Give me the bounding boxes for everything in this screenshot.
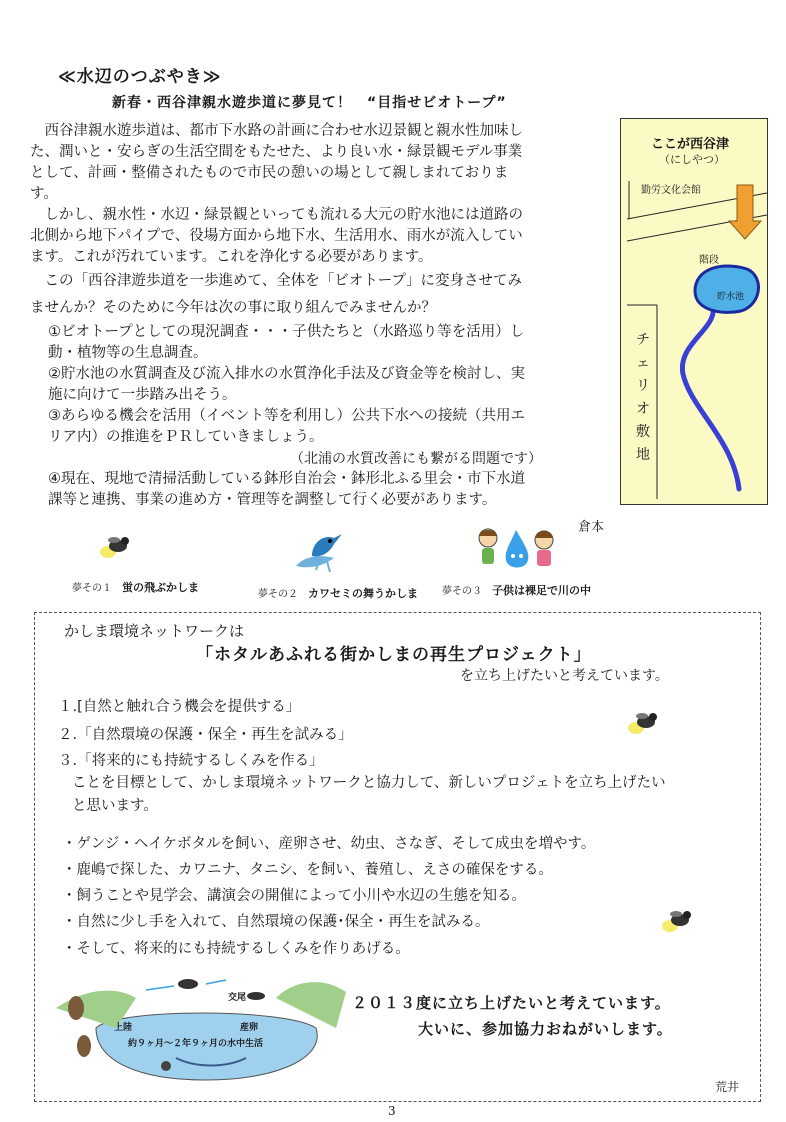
text-line: ④現在、現地で清掃活動している鉢形自治会・鉢形北ふる里会・市下水道 xyxy=(48,471,525,487)
network-title: かしま環境ネットワークは xyxy=(64,622,245,640)
cycle-label-landing: 上陸 xyxy=(114,1023,133,1033)
project-title: 「ホタルあふれる街かしまの再生プロジェクト」 xyxy=(196,645,592,665)
text-line: として、計画・整備されたもので市民の憩いの場として親しまれておりま xyxy=(30,165,509,181)
goal-item: ２.「自然環境の保護・保全・再生を試みる」 xyxy=(58,727,353,743)
kingfisher-icon xyxy=(290,528,344,574)
firefly-icon xyxy=(660,906,696,936)
dream-text: 子供は裸足で川の中 xyxy=(492,584,591,597)
dream-label-1 xyxy=(72,579,199,595)
text-line: ②貯水池の水質調査及び流入排水の水質浄化手法及び資金等を検討し、実 xyxy=(48,366,525,382)
text-line: ます。これが汚れています。これを浄化する必要があります。 xyxy=(30,249,433,265)
article-subtitle: 新春・西谷津親水遊歩道に夢見て！ “目指せビオトープ” xyxy=(112,95,507,111)
list-item xyxy=(48,406,614,448)
text-line: 課等と連携、事業の進め方・管理等を調整して行く必要があります。 xyxy=(48,492,497,508)
bullet-item: ・飼うことや見学会、講演会の開催によって小川や水辺の生態を知る。 xyxy=(62,888,526,904)
intro-paragraph-3 xyxy=(30,268,590,322)
section-title: ≪水辺のつぶやき≫ xyxy=(58,67,222,87)
goal-item: １.[自然と触れ合う機会を提供する」 xyxy=(58,699,301,715)
call-to-action-1: ２０１３度に立ち上げたいと考えています。 xyxy=(352,994,671,1012)
text-line: 北側から地下パイプで、役場方面から地下水、生活用水、雨水が流入してい xyxy=(30,228,523,244)
dream-prefix: 夢その１ xyxy=(72,583,112,594)
map-label-stairs: 階段 xyxy=(699,255,719,266)
text-line: ことを目標として、かしま環境ネットワークと協力して、新しいプロジェトを立ち上げたい xyxy=(72,775,666,791)
intro-paragraph-1 xyxy=(30,121,590,205)
cycle-label-period: 約９ヶ月〜２年９ヶ月の水中生活 xyxy=(128,1039,264,1049)
list-item xyxy=(48,469,614,511)
goal-description xyxy=(72,772,722,818)
goal-item: ３.「将来的にも持続するしくみを作る」 xyxy=(58,753,324,769)
text-line: す。 xyxy=(30,186,58,202)
text-line: た、潤いと・安らぎの生活空間をもたせた、より良い水・緑景観モデル事業 xyxy=(30,144,523,160)
bullet-item: ・鹿嶋で探した、カワニナ、タニシ、を飼い、養殖し、えさの確保をする。 xyxy=(62,862,553,878)
children-icon xyxy=(474,526,558,576)
dream-prefix: 夢その２ xyxy=(258,589,298,600)
text-line: 西谷津親水遊歩道は、都市下水路の計画に合わせ水辺景観と親水性加味し xyxy=(30,123,523,139)
dream-label-2 xyxy=(258,585,418,601)
bullet-item: ・自然に少し手を入れて、自然環境の保護･保全・再生を試みる。 xyxy=(62,914,490,930)
project-subtitle: を立ち上げたいと考えています。 xyxy=(460,668,669,684)
firefly-icon xyxy=(98,532,134,562)
map-label-cherry: チェリオ敷地 xyxy=(636,332,650,463)
map-label-pond: 貯水池 xyxy=(717,292,745,302)
list-item xyxy=(48,364,614,406)
river-line xyxy=(682,307,739,489)
list-item xyxy=(48,322,614,364)
text-line: この「西谷津遊歩道を一歩進めて、全体を「ビオトープ」に変身させてみ xyxy=(30,273,522,289)
text-line: と思います。 xyxy=(72,798,158,814)
bullet-item: ・ゲンジ・ヘイケボタルを飼い、産卵させ、幼虫、さなぎ、そして成虫を増やす。 xyxy=(62,836,596,852)
note-text: （北浦の水質改善にも繋がる問題です） xyxy=(290,451,542,467)
firefly-icon xyxy=(626,708,662,738)
firefly-lifecycle-illustration xyxy=(56,968,346,1084)
map-reading: （にしやつ） xyxy=(659,153,725,166)
map-label-hall: 勤労文化会館 xyxy=(641,185,701,196)
bullet-item: ・そして、将来的にも持続するしくみを作りあげる。 xyxy=(62,941,410,957)
text-line: ③あらゆる機会を活用（イベント等を利用し）公共下水への接続（共用エ xyxy=(48,408,525,424)
map-title: ここが西谷津 xyxy=(651,137,730,152)
text-line: しかし、親水性・水辺・緑景観といっても流れる大元の貯水池には道路の xyxy=(30,207,523,223)
call-to-action-2: 大いに、参加協力おねがいします。 xyxy=(418,1020,673,1038)
text-line: ませんか？そのために今年は次の事に取り組んでみませんか？ xyxy=(30,300,436,316)
author-name: 倉本 xyxy=(578,520,605,535)
dream-prefix: 夢その３ xyxy=(442,586,482,597)
page-number: 3 xyxy=(388,1104,396,1118)
text-line: 動・植物等の生息調査。 xyxy=(48,345,208,361)
text-line: 施に向けて一歩踏み出そう。 xyxy=(48,387,237,403)
text-line: ①ビオトープとしての現況調査・・・子供たちと（水路巡り等を活用）し xyxy=(48,324,525,340)
dream-text: カワセミの舞うかしま xyxy=(308,587,418,600)
cycle-label-mating: 交尾 xyxy=(228,993,247,1003)
dream-label-3 xyxy=(442,582,591,598)
location-map xyxy=(620,118,768,505)
cycle-label-laying: 産卵 xyxy=(240,1023,259,1033)
text-line: リア内）の推進をＰＲしていきましょう。 xyxy=(48,429,324,445)
dream-text: 蛍の飛ぶかしま xyxy=(122,581,199,594)
intro-paragraph-2 xyxy=(30,205,590,268)
author-name: 荒井 xyxy=(715,1080,740,1094)
arrow-icon xyxy=(729,185,761,239)
